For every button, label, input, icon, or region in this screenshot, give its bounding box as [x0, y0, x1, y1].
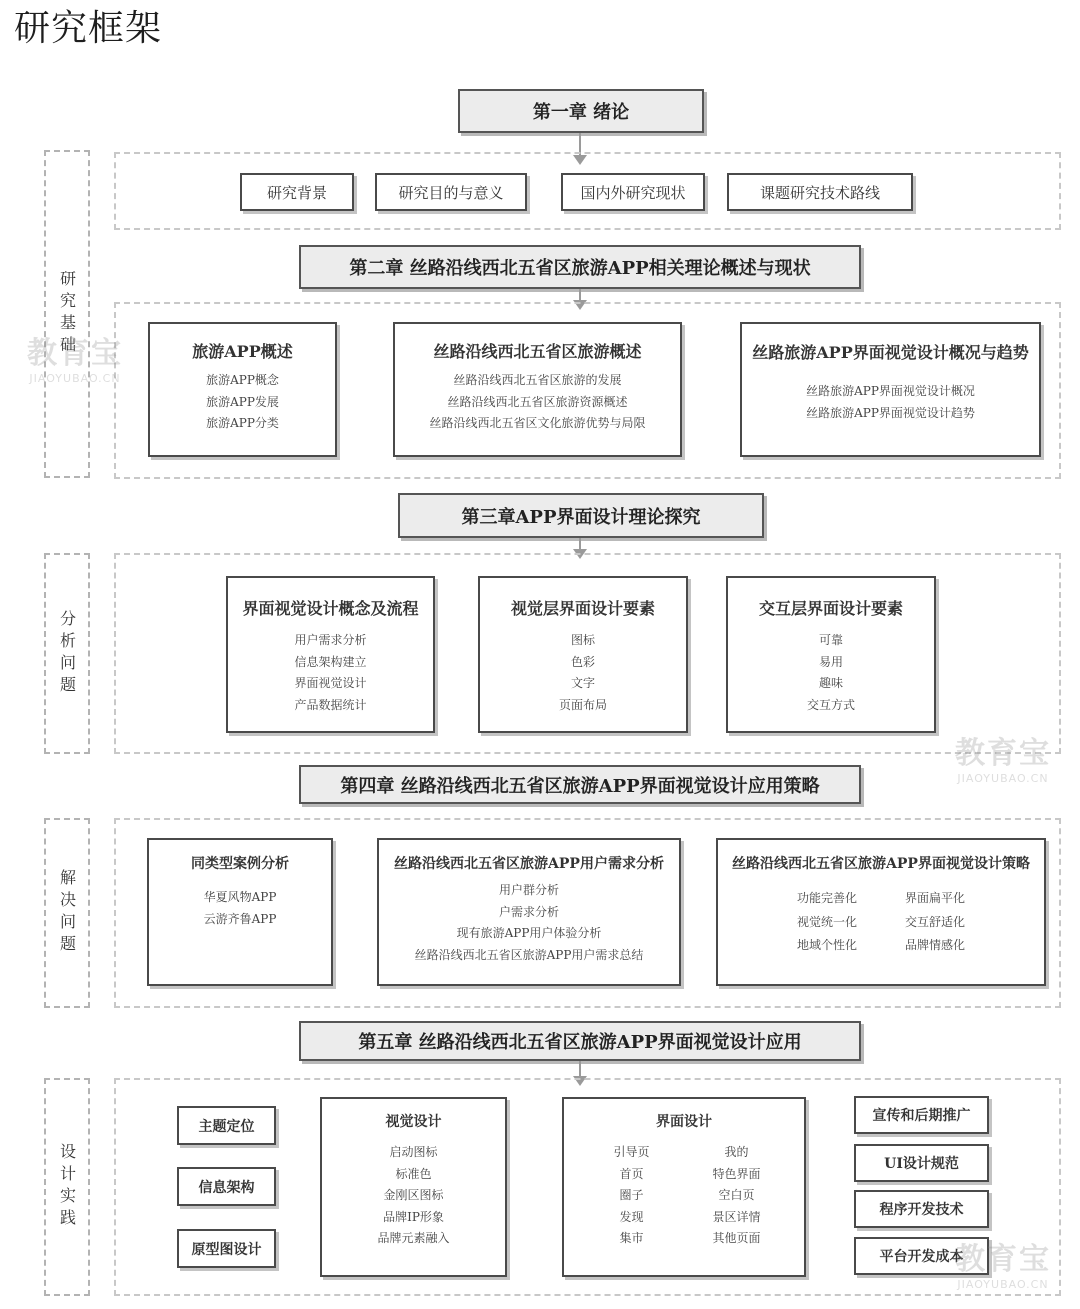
box-item: 用户需求分析 — [294, 633, 367, 647]
watermark-url: JIAOYUBAO.CN — [957, 1278, 1049, 1291]
connector-line — [579, 1061, 581, 1077]
box-item: 交互方式 — [806, 697, 855, 712]
ch5-left-item: 原型图设计 — [177, 1229, 276, 1268]
ch1-item: 国内外研究现状 — [561, 173, 705, 211]
ch3-box-visual-layer — [478, 576, 688, 733]
box-item: 用户群分析 — [498, 883, 559, 897]
box-item: 户需求分析 — [498, 904, 559, 919]
box-item: 景区详情 — [712, 1209, 761, 1224]
box-item: 图标 — [570, 633, 595, 647]
box-title: 交互层界面设计要素 — [758, 599, 903, 618]
box-item: 产品数据统计 — [294, 697, 367, 712]
ch4-box-user-needs — [377, 838, 681, 986]
chapter-3: 第三章APP界面设计理论探究 — [398, 493, 764, 538]
box-item: 集市 — [619, 1231, 644, 1245]
watermark-url: JIAOYUBAO.CN — [29, 372, 121, 385]
side-label-analysis — [44, 553, 90, 754]
ch5-right-item: 宣传和后期推广 — [854, 1096, 989, 1134]
ch5-box-ui-design — [562, 1097, 806, 1277]
box-item: 页面布局 — [558, 697, 607, 712]
box-title: 丝路沿线西北五省区旅游概述 — [433, 342, 642, 361]
box-title: 丝路旅游APP界面视觉设计概况与趋势 — [752, 343, 1029, 362]
box-title: 丝路沿线西北五省区旅游APP界面视觉设计策略 — [732, 856, 1030, 872]
ch5-left-item: 信息架构 — [177, 1167, 276, 1206]
box-item: 启动图标 — [389, 1145, 438, 1159]
watermark-logo — [944, 1234, 1062, 1291]
box-item: 特色界面 — [712, 1166, 761, 1181]
box-item: 旅游APP概念 — [206, 373, 279, 387]
box-item: 易用 — [818, 654, 843, 669]
box-title: 界面设计 — [656, 1114, 712, 1130]
box-item: 首页 — [619, 1166, 644, 1181]
box-title: 视觉设计 — [385, 1114, 442, 1130]
ch5-right-item: 平台开发成本 — [854, 1237, 989, 1275]
ch5-left-item: 主题定位 — [177, 1106, 276, 1145]
box-item: 丝路沿线西北五省区旅游资源概述 — [447, 394, 628, 409]
chapter-1: 第一章 绪论 — [458, 89, 704, 133]
watermark-logo — [16, 328, 134, 385]
box-item: 界面扁平化 — [904, 891, 965, 905]
box-item: 品牌元素融入 — [377, 1231, 450, 1245]
box-item: 功能完善化 — [796, 891, 857, 905]
side-label-text: 分析问题 — [57, 609, 77, 698]
box-item: 趣味 — [818, 676, 843, 690]
box-title: 界面视觉设计概念及流程 — [242, 599, 419, 618]
box-item: 空白页 — [718, 1188, 755, 1202]
side-label-text: 研究基础 — [57, 270, 77, 358]
watermark-url: JIAOYUBAO.CN — [957, 772, 1049, 785]
box-item: 交互舒适化 — [904, 914, 965, 929]
box-item: 色彩 — [570, 654, 595, 669]
side-label-text: 解决问题 — [57, 869, 77, 957]
box-item: 引导页 — [613, 1145, 650, 1159]
box-item: 金刚区图标 — [383, 1188, 444, 1202]
box-item: 华夏风物APP — [203, 890, 277, 904]
box-item: 旅游APP发展 — [206, 394, 279, 409]
box-item: 其他页面 — [712, 1231, 761, 1245]
ch5-box-visual-design — [320, 1097, 507, 1277]
box-item: 视觉统一化 — [796, 914, 857, 929]
ch2-box-tourism-overview — [393, 322, 682, 457]
watermark-text: 教育宝 — [955, 736, 1051, 771]
box-item: 圈子 — [619, 1188, 644, 1202]
box-item: 品牌情感化 — [904, 938, 965, 952]
ch1-item: 研究目的与意义 — [375, 173, 527, 211]
box-item: 旅游APP分类 — [206, 416, 279, 430]
box-item: 现有旅游APP用户体验分析 — [456, 926, 602, 940]
ch5-right-item: 程序开发技术 — [854, 1190, 989, 1228]
ch2-box-travel-app — [148, 322, 337, 457]
chapter-2: 第二章 丝路沿线西北五省区旅游APP相关理论概述与现状 — [299, 245, 861, 289]
side-label-research-basis — [44, 150, 90, 478]
watermark-text: 教育宝 — [27, 336, 123, 371]
box-item: 丝路沿线西北五省区旅游的发展 — [453, 373, 622, 387]
chapter-5: 第五章 丝路沿线西北五省区旅游APP界面视觉设计应用 — [299, 1021, 861, 1061]
box-title: 视觉层界面设计要素 — [510, 599, 655, 618]
box-item: 发现 — [619, 1209, 644, 1224]
watermark-text: 教育宝 — [955, 1242, 1051, 1277]
chapter-4: 第四章 丝路沿线西北五省区旅游APP界面视觉设计应用策略 — [299, 765, 861, 804]
ch4-box-case-analysis — [147, 838, 333, 986]
box-item: 云游齐鲁APP — [203, 911, 277, 926]
box-item: 可靠 — [818, 633, 843, 647]
ch4-box-design-strategy — [716, 838, 1046, 986]
ch3-box-concept-flow — [226, 576, 435, 733]
watermark-logo — [944, 728, 1062, 785]
ch3-box-interaction-layer — [726, 576, 936, 733]
box-item: 丝路沿线西北五省区文化旅游优势与局限 — [429, 416, 646, 430]
box-item: 品牌IP形象 — [383, 1209, 444, 1224]
side-label-practice — [44, 1078, 90, 1296]
box-item: 界面视觉设计 — [294, 676, 367, 690]
page-title: 研究框架 — [14, 8, 163, 49]
box-item: 标准色 — [395, 1166, 432, 1181]
box-item: 丝路旅游APP界面视觉设计趋势 — [806, 405, 975, 420]
side-label-solution — [44, 818, 90, 1008]
box-item: 丝路沿线西北五省区旅游APP用户需求总结 — [414, 947, 644, 962]
side-label-text: 设计实践 — [57, 1143, 77, 1231]
box-title: 同类型案例分析 — [191, 856, 289, 872]
box-item: 信息架构建立 — [294, 654, 367, 669]
ch1-item: 课题研究技术路线 — [727, 173, 913, 211]
box-item: 文字 — [570, 676, 595, 690]
box-item: 地域个性化 — [796, 938, 857, 952]
box-title: 丝路沿线西北五省区旅游APP用户需求分析 — [394, 856, 664, 872]
box-title: 旅游APP概述 — [192, 342, 293, 361]
box-item: 丝路旅游APP界面视觉设计概况 — [806, 384, 975, 398]
ch5-right-item: UI设计规范 — [854, 1144, 989, 1182]
ch1-item: 研究背景 — [240, 173, 354, 211]
ch2-box-design-trend — [740, 322, 1041, 457]
box-item: 我的 — [724, 1145, 749, 1159]
